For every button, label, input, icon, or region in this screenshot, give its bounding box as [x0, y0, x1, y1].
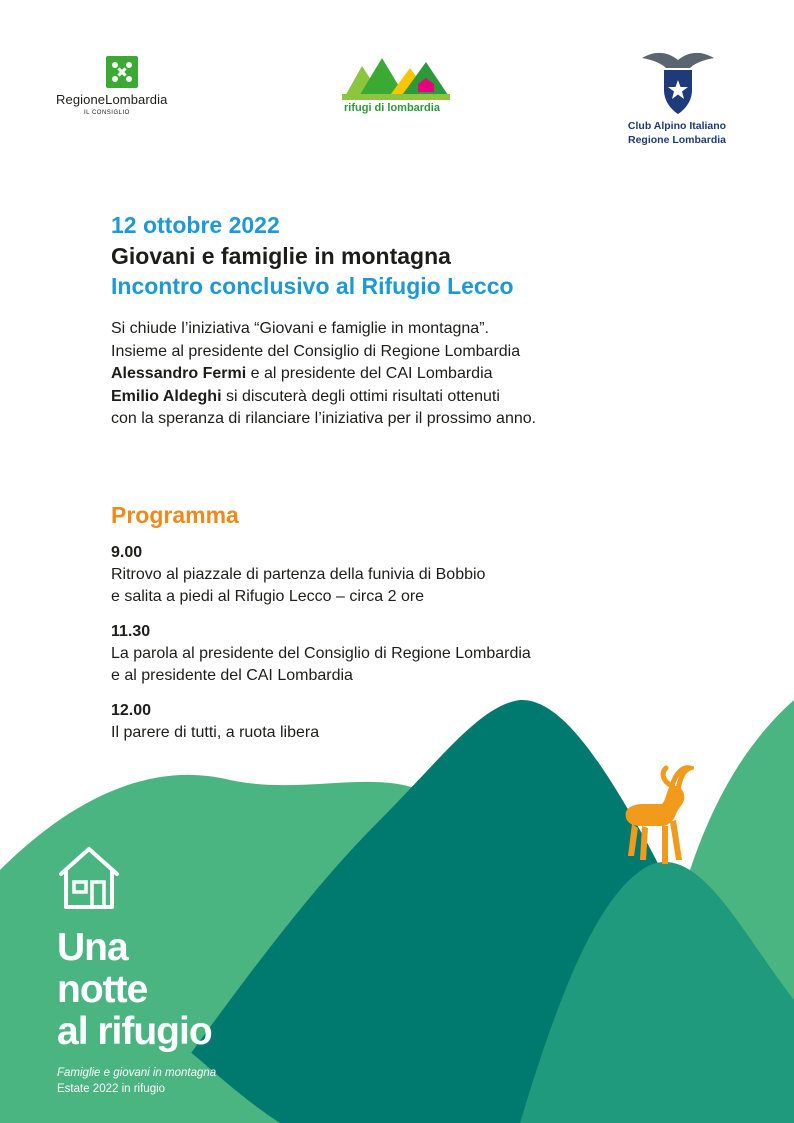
programma-heading: Programma [111, 502, 239, 528]
intro-name-aldeghi: Emilio Aldeghi [111, 387, 222, 405]
regione-lombardia-logo [56, 56, 196, 126]
programma-item [111, 544, 485, 608]
intro-line: con la speranza di rilanciare l’iniziativa per il prossimo anno. [111, 410, 537, 427]
ibex-icon [618, 760, 694, 872]
programma-desc: e salita a piedi al Rifugio Lecco – circa 2 ore [111, 588, 425, 605]
programma-item [111, 623, 531, 687]
regione-lombardia-name: RegioneLombardia [56, 92, 168, 107]
programma-desc: La parola al presidente del Consiglio di Regione Lombardia [111, 645, 531, 662]
intro-line-text: si discuterà degli ottimi risultati ottenuti [221, 387, 500, 405]
campaign-season: Estate 2022 in rifugio [57, 1083, 166, 1095]
programma-desc: Il parere di tutti, a ruota libera [111, 724, 320, 741]
campaign-tagline: Famiglie e giovani in montagna [57, 1067, 217, 1079]
rifugi-di-lombardia-logo [340, 54, 452, 118]
cai-eagle-shield-icon [640, 46, 716, 116]
cai-line2: Regione Lombardia [627, 134, 726, 146]
intro-name-fermi: Alessandro Fermi [111, 365, 247, 382]
intro-line: Si chiude l’iniziativa “Giovani e famiglie in montagna”. [111, 320, 489, 337]
programma-time: 9.00 [111, 544, 143, 561]
cai-line1: Club Alpino Italiano [627, 120, 727, 132]
event-subtitle: Incontro conclusivo al Rifugio Lecco [111, 273, 514, 299]
event-date: 12 ottobre 2022 [111, 212, 280, 238]
campaign-line1: Una [57, 926, 128, 969]
campaign-line3: al rifugio [57, 1010, 212, 1053]
intro-paragraph [111, 318, 651, 431]
programma-time: 12.00 [111, 702, 152, 719]
programma-desc: Ritrovo al piazzale di partenza della funivia di Bobbio [111, 566, 486, 583]
intro-line-text: e al presidente del CAI Lombardia [246, 365, 493, 382]
regione-lombardia-sub: IL CONSIGLIO [84, 110, 130, 116]
event-title: Giovani e famiglie in montagna [111, 243, 451, 269]
intro-line [111, 363, 651, 386]
intro-line: Insieme al presidente del Consiglio di Regione Lombardia [111, 342, 521, 360]
rifugi-mountains-icon [340, 54, 452, 102]
regione-lombardia-mark-icon [106, 56, 138, 88]
rifugi-caption: rifugi di lombardia [344, 102, 440, 114]
programma-time: 11.30 [111, 623, 151, 640]
cai-logo [612, 46, 742, 156]
house-icon [56, 844, 122, 912]
programma-desc: e al presidente del CAI Lombardia [111, 667, 353, 684]
campaign-line2: notte [57, 968, 148, 1011]
intro-line [111, 386, 651, 409]
programma-item [111, 702, 319, 744]
